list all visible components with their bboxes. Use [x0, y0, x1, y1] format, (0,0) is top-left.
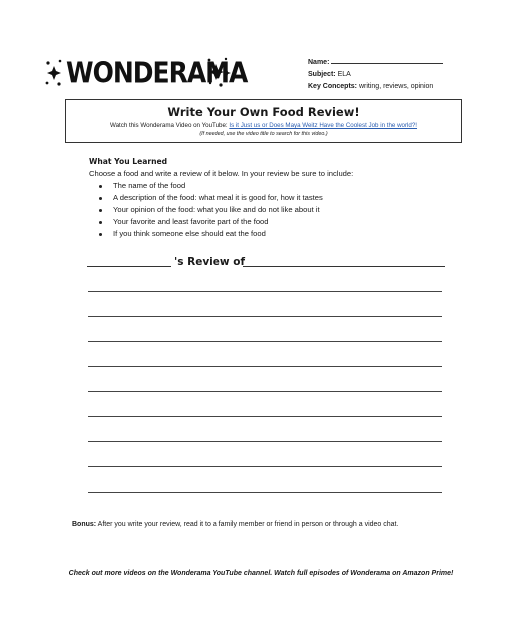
- key-concepts-row: [308, 81, 443, 93]
- list-item: A description of the food: what meal it is good for, how it tastes: [113, 192, 469, 204]
- subject-row: [308, 69, 443, 81]
- writing-line[interactable]: [88, 391, 442, 392]
- name-field-row: [308, 57, 443, 69]
- name-blank[interactable]: [331, 57, 443, 64]
- footer-promo: Check out more videos on the Wonderama YouTube channel. Watch full episodes of Wonderama on Amazon Prime!: [68, 570, 454, 577]
- writing-line[interactable]: [88, 416, 442, 417]
- student-info: [308, 57, 443, 93]
- logo-wordmark: WONDERAMA: [66, 56, 248, 90]
- subject-label: Subject:: [308, 71, 336, 78]
- key-concepts-value: writing, reviews, opinion: [358, 83, 434, 90]
- writing-line[interactable]: [88, 441, 442, 442]
- bonus-label: Bonus:: [72, 521, 97, 528]
- review-checklist: [89, 180, 469, 240]
- writing-line[interactable]: [88, 291, 442, 292]
- page-title: Write Your Own Food Review!: [167, 105, 360, 119]
- list-item: If you think someone else should eat the food: [113, 228, 469, 240]
- list-item: The name of the food: [113, 180, 469, 192]
- what-you-learned-section: [89, 157, 469, 240]
- key-concepts-label: Key Concepts:: [308, 83, 358, 90]
- writing-line[interactable]: [88, 366, 442, 367]
- name-label: Name:: [308, 59, 330, 66]
- food-name-blank[interactable]: [243, 266, 445, 267]
- review-heading: [87, 255, 447, 271]
- video-link[interactable]: Is it Just us or Does Maya Weitz Have the Coolest Job in the world?!: [229, 122, 418, 129]
- writing-line[interactable]: [88, 316, 442, 317]
- title-box: [65, 99, 462, 143]
- watch-prefix: Watch this Wonderama Video on YouTube:: [109, 122, 228, 129]
- review-of-label: 's Review of: [174, 256, 246, 268]
- subject-value: ELA: [337, 71, 351, 78]
- bonus-note: [72, 521, 398, 528]
- reviewer-name-blank[interactable]: [87, 266, 171, 267]
- writing-line[interactable]: [88, 466, 442, 467]
- writing-line[interactable]: [88, 341, 442, 342]
- list-item: Your favorite and least favorite part of the food: [113, 216, 469, 228]
- list-item: Your opinion of the food: what you like and do not like about it: [113, 204, 469, 216]
- section-intro: Choose a food and write a review of it below. In your review be sure to include:: [89, 169, 354, 178]
- bonus-text: After you write your review, read it to a family member or friend in person or through a video chat.: [97, 521, 399, 528]
- watch-instruction: [66, 122, 461, 129]
- section-heading: What You Learned: [89, 157, 168, 166]
- wonderama-logo: [44, 52, 248, 90]
- search-note: (If needed, use the video title to search for this video.): [199, 131, 328, 137]
- writing-line[interactable]: [88, 492, 442, 493]
